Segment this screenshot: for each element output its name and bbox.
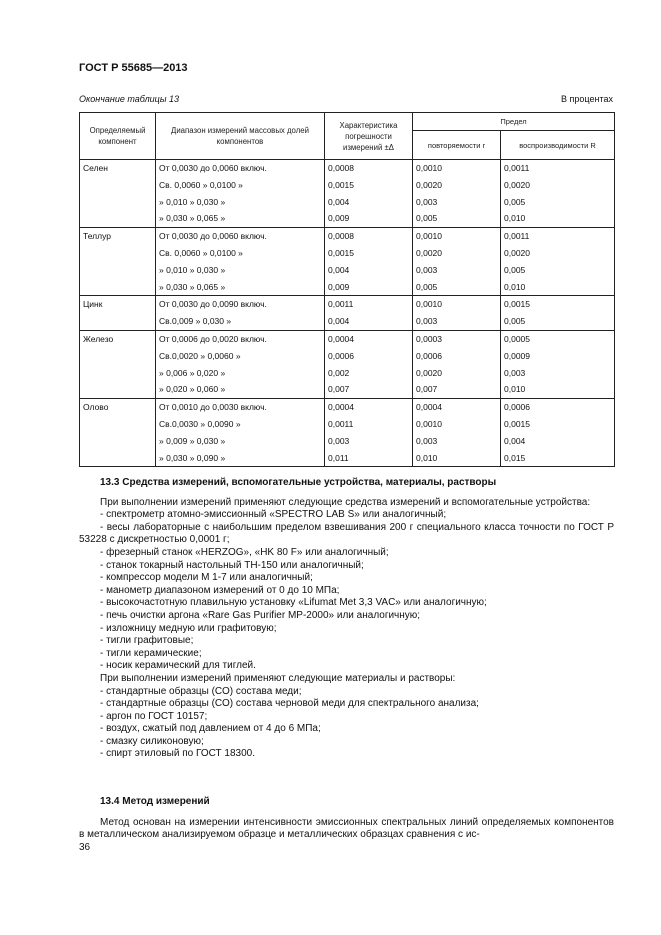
cell-line: 0,009 [328, 213, 350, 224]
cell-line: 0,005 [416, 281, 438, 292]
cell-line: 0,0010 [416, 163, 442, 173]
cell-line: 0,003 [416, 435, 438, 446]
cell-line: 0,003 [328, 435, 350, 446]
cell-line: 0,0015 [504, 418, 530, 429]
list-item: - изложницу медную или графитовую; [100, 622, 277, 634]
document-header: ГОСТ Р 55685—2013 [79, 62, 188, 74]
cell-line: 0,005 [504, 196, 526, 207]
cell-line: 0,0004 [328, 402, 354, 413]
cell-line: » 0,030 » 0,065 » [159, 213, 226, 224]
materials-list [79, 686, 614, 762]
col-header-reproducibility: воспроизводимости R [501, 131, 615, 160]
list-item: - стандартные образцы (СО) состава меди; [100, 685, 302, 697]
list-item: - воздух, сжатый под давлением от 4 до 6 МПа; [100, 723, 321, 735]
table-row [80, 160, 615, 228]
cell-line: 0,0015 [504, 299, 530, 310]
col-header-component: Определяемый компонент [80, 113, 156, 160]
cell-line: 0,015 [504, 452, 526, 463]
list-item: - стандартные образцы (СО) состава черновой меди для спектрального анализа; [100, 698, 479, 710]
reproducibility-cell [501, 330, 615, 398]
cell-line: 0,003 [416, 196, 438, 207]
cell-line: 0,003 [504, 367, 526, 378]
table-caption: Окончание таблицы 13 [79, 94, 179, 104]
cell-line: » 0,009 » 0,030 » [159, 435, 226, 446]
cell-line: 0,002 [328, 367, 350, 378]
table-row [80, 296, 615, 331]
list-item: - компрессор модели М 1-7 или аналогичный; [100, 572, 313, 584]
error-cell [325, 330, 413, 398]
cell-line: Св.0,0030 » 0,0090 » [159, 418, 241, 429]
component-name: Олово [80, 399, 156, 467]
cell-line: 0,007 [416, 384, 438, 395]
section-13-3-heading: 13.3 Средства измерений, вспомогательные устройства, материалы, растворы [100, 477, 497, 488]
section-13-3-intro2: При выполнении измерений применяют следующие материалы и растворы: [100, 672, 456, 684]
list-item: - носик керамический для тиглей. [100, 660, 256, 672]
cell-line: 0,003 [416, 316, 438, 327]
list-item: - печь очистки аргона «Rare Gas Purifier MP-2000» или аналогичную; [100, 609, 421, 621]
list-item: - спирт этиловый по ГОСТ 18300. [100, 748, 255, 760]
section-13-4-heading: 13.4 Метод измерений [100, 796, 210, 807]
list-item: - тигли керамические; [100, 647, 202, 659]
cell-line: От 0,0006 до 0,0020 включ. [159, 333, 267, 344]
cell-line: 0,010 [504, 384, 526, 395]
component-name: Селен [80, 160, 156, 228]
reproducibility-cell [501, 399, 615, 467]
list-item: - спектрометр атомно-эмиссионный «SPECTRO LAB S» или аналогичный; [100, 509, 447, 521]
cell-line: 0,0004 [328, 333, 354, 344]
page-number: 36 [79, 842, 91, 853]
cell-line: 0,0020 [504, 247, 530, 258]
reproducibility-cell [501, 296, 615, 331]
cell-line: 0,0005 [504, 333, 530, 344]
table-row [80, 399, 615, 467]
cell-line: 0,010 [504, 281, 526, 292]
cell-line: 0,0010 [416, 418, 442, 429]
cell-line: Св. 0,0060 » 0,0100 » [159, 179, 243, 190]
cell-line: Св.0,009 » 0,030 » [159, 316, 232, 327]
col-header-range: Диапазон измерений массовых долей компонентов [156, 113, 325, 160]
repeatability-cell [413, 228, 501, 296]
cell-line: 0,0008 [328, 231, 354, 242]
cell-line: 0,003 [416, 264, 438, 275]
col-header-limit: Предел [413, 113, 615, 131]
error-cell [325, 228, 413, 296]
cell-line: 0,005 [416, 213, 438, 224]
component-name: Теллур [80, 228, 156, 296]
cell-line: 0,004 [328, 316, 350, 327]
reproducibility-cell [501, 228, 615, 296]
cell-line: 0,005 [504, 264, 526, 275]
cell-line: 0,004 [328, 264, 350, 275]
cell-line: 0,0008 [328, 163, 354, 173]
range-cell [156, 330, 325, 398]
repeatability-cell [413, 160, 501, 228]
repeatability-cell [413, 296, 501, 331]
list-item: - весы лабораторные с наибольшим пределом взвешивания 200 г специального класса точности по ГОСТ Р 53228 с дискретностью 0,0001 г; [79, 521, 614, 546]
cell-line: Св.0,0020 » 0,0060 » [159, 350, 241, 361]
cell-line: Св. 0,0060 » 0,0100 » [159, 247, 243, 258]
cell-line: 0,0015 [328, 179, 354, 190]
list-item: - тигли графитовые; [100, 635, 194, 647]
list-item: - фрезерный станок «HERZOG», «HK 80 F» или аналогичный; [100, 546, 389, 558]
cell-line: 0,0006 [328, 350, 354, 361]
table-row [80, 228, 615, 296]
cell-line: От 0,0030 до 0,0060 включ. [159, 231, 267, 242]
cell-line: 0,004 [504, 435, 526, 446]
cell-line: » 0,010 » 0,030 » [159, 264, 226, 275]
col-header-error: Характеристика погрешности измерений ±Δ [325, 113, 413, 160]
cell-line: 0,0011 [328, 299, 354, 310]
table-row [80, 330, 615, 398]
cell-line: » 0,030 » 0,065 » [159, 281, 226, 292]
cell-line: 0,0006 [416, 350, 442, 361]
table-units: В процентах [561, 94, 613, 104]
list-item: - станок токарный настольный ТН-150 или аналогичный; [100, 559, 364, 571]
section-13-4 [79, 796, 614, 842]
error-cell [325, 296, 413, 331]
section-13-3 [79, 477, 614, 761]
cell-line: 0,0003 [416, 333, 442, 344]
cell-line: 0,0009 [504, 350, 530, 361]
cell-line: 0,0020 [504, 179, 530, 190]
cell-line: 0,0011 [504, 231, 530, 242]
reproducibility-cell [501, 160, 615, 228]
list-item: - высокочастотную плавильную установку «Lifumat Met 3,3 VAC» или аналогичную; [100, 597, 487, 609]
col-header-repeatability: повторяемости r [413, 131, 501, 160]
cell-line: От 0,0010 до 0,0030 включ. [159, 402, 267, 413]
cell-line: 0,0020 [416, 367, 442, 378]
cell-line: 0,010 [416, 452, 438, 463]
cell-line: » 0,030 » 0,090 » [159, 452, 226, 463]
cell-line: 0,010 [504, 213, 526, 224]
cell-line: 0,0015 [328, 247, 354, 258]
cell-line: 0,004 [328, 196, 350, 207]
range-cell [156, 228, 325, 296]
cell-line: От 0,0030 до 0,0060 включ. [159, 163, 267, 173]
error-cell [325, 160, 413, 228]
equipment-list [79, 509, 614, 673]
table-body [80, 160, 615, 467]
cell-line: 0,0010 [416, 299, 442, 310]
cell-line: 0,0020 [416, 247, 442, 258]
range-cell [156, 296, 325, 331]
list-item: - манометр диапазоном измерений от 0 до 10 МПа; [100, 584, 340, 596]
range-cell [156, 399, 325, 467]
cell-line: 0,011 [328, 452, 349, 463]
cell-line: » 0,006 » 0,020 » [159, 367, 226, 378]
cell-line: 0,005 [504, 316, 526, 327]
cell-line: 0,0011 [328, 418, 354, 429]
cell-line: 0,007 [328, 384, 350, 395]
cell-line: » 0,020 » 0,060 » [159, 384, 226, 395]
section-13-3-intro: При выполнении измерений применяют следующие средства измерений и вспомогательные устройства: [100, 496, 591, 508]
section-13-4-text: Метод основан на измерении интенсивности эмиссионных спектральных линий определяемых компонентов в металлическом анализируемом образце и металлических образцах сравнения с ис- [79, 816, 614, 841]
cell-line: 0,0011 [504, 163, 530, 173]
range-cell [156, 160, 325, 228]
data-table [79, 112, 615, 467]
error-cell [325, 399, 413, 467]
list-item: - смазку силиконовую; [100, 735, 204, 747]
cell-line: 0,0010 [416, 231, 442, 242]
component-name: Железо [80, 330, 156, 398]
cell-line: 0,0004 [416, 402, 442, 413]
cell-line: 0,0020 [416, 179, 442, 190]
cell-line: 0,0006 [504, 402, 530, 413]
cell-line: » 0,010 » 0,030 » [159, 196, 226, 207]
list-item: - аргон по ГОСТ 10157; [100, 710, 208, 722]
repeatability-cell [413, 399, 501, 467]
component-name: Цинк [80, 296, 156, 331]
cell-line: От 0,0030 до 0,0090 включ. [159, 299, 267, 310]
repeatability-cell [413, 330, 501, 398]
cell-line: 0,009 [328, 281, 350, 292]
